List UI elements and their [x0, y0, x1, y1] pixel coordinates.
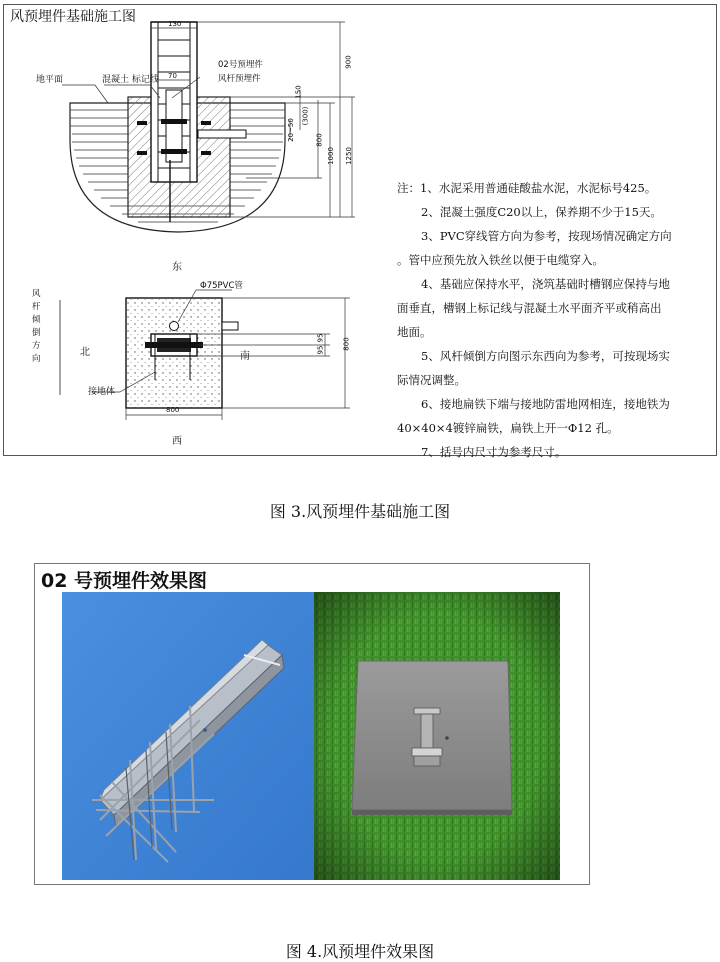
label-north: 北	[80, 347, 90, 358]
render-title: 02 号预埋件效果图	[41, 570, 208, 592]
note-line: 4、基础应保持水平，浇筑基础时槽钢应保持与地	[421, 277, 670, 291]
note-line: 6、接地扁铁下端与接地防雷地网相连，接地铁为	[421, 397, 670, 411]
base-plate-render	[314, 592, 560, 880]
note-line: 面垂直，槽钢上标记线与混凝土水平面齐平或稍高出	[397, 301, 662, 315]
dim-1000: 1000	[326, 147, 335, 165]
dim-900: 900	[344, 55, 353, 69]
dim-800-b: 800	[166, 406, 180, 414]
label-south: 南	[240, 351, 250, 362]
dim-300: (300)	[301, 106, 310, 126]
note-line: 7、括号内尺寸为参考尺寸。	[421, 445, 567, 459]
dim-95-a: 95	[316, 333, 325, 343]
dim-1250: 1250	[344, 147, 353, 165]
note-line: 注：1、水泥采用普通硅酸盐水泥，水泥标号425。	[397, 181, 657, 195]
label-east: 东	[172, 262, 182, 273]
dim-20-50: 20~50	[286, 118, 295, 142]
note-line: 地面。	[397, 325, 432, 339]
label-concrete-mark: 混凝土 标记线	[102, 75, 159, 85]
figure-3-caption: 图 3.风预埋件基础施工图	[269, 502, 451, 521]
embed-part-render	[62, 592, 314, 880]
label-fall-direction: 风杆倾倒方向	[32, 289, 41, 364]
note-line: 。管中应预先放入铁丝以便于电缆穿入。	[397, 253, 604, 267]
label-west: 西	[172, 436, 182, 447]
dim-150: 150	[294, 85, 303, 99]
label-embed-02: 02号预埋件	[218, 60, 263, 70]
label-ground: 地平面	[36, 75, 64, 85]
note-line: 5、风杆倾倒方向图示东西向为参考，可按现场实	[421, 349, 670, 363]
note-line: 际情况调整。	[397, 373, 466, 387]
dim-95-b: 95	[316, 345, 325, 355]
dim-800-v: 800	[315, 133, 324, 147]
note-line: 2、混凝土强度C20以上，保养期不少于15天。	[421, 205, 662, 219]
dim-800-r: 800	[342, 337, 351, 351]
dim-130: 130	[168, 20, 182, 28]
figure-4-caption: 图 4.风预埋件效果图	[285, 942, 435, 961]
dim-70: 70	[168, 72, 177, 80]
drawing-title: 风预埋件基础施工图	[10, 9, 136, 25]
note-line: 3、PVC穿线管方向为参考，按现场情况确定方向	[421, 229, 672, 243]
note-line: 40×40×4镀锌扁铁，扁铁上开一Φ12 孔。	[397, 421, 619, 435]
label-ground-body: 接地体	[88, 387, 116, 397]
label-pvc-pipe: Φ75PVC管	[200, 281, 243, 291]
label-pole-embed: 风杆预埋件	[218, 74, 261, 84]
